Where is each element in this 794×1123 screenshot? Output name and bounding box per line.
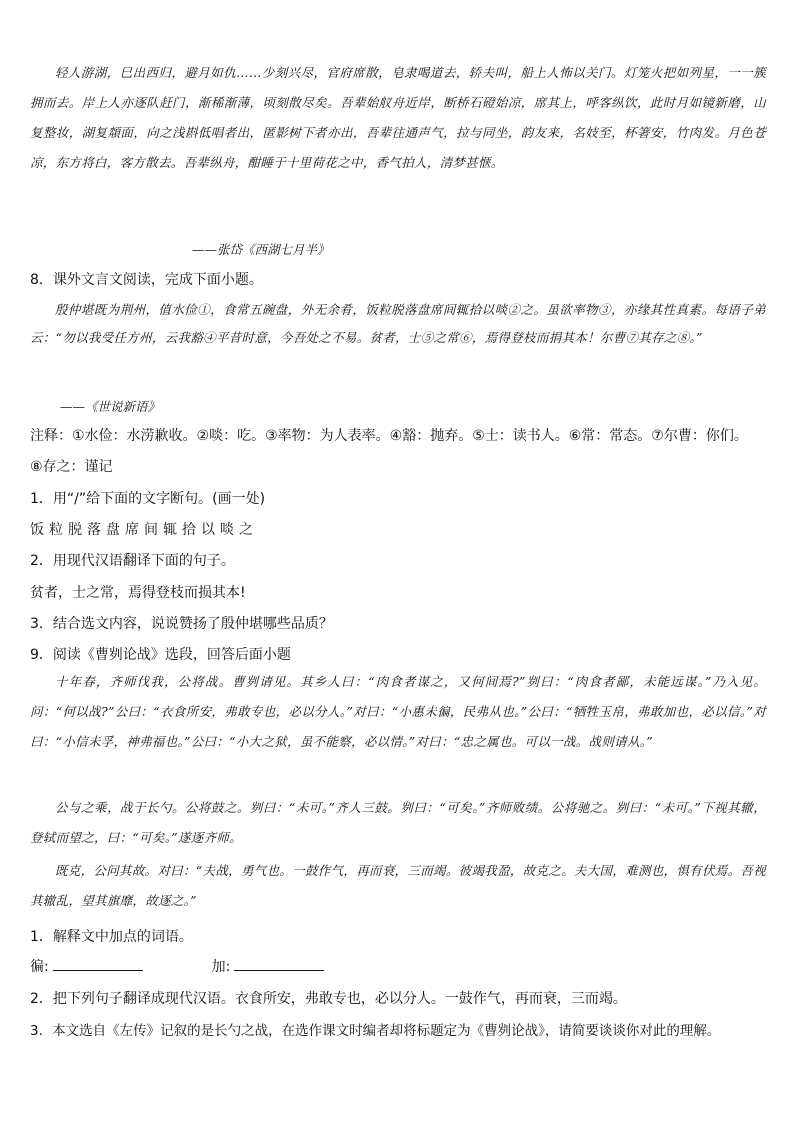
q8-source: ——《世说新语》: [60, 399, 161, 414]
q8-notes-line1: 注释：①水俭：水涝歉收。②啖：吃。③率物：为人表率。④豁：抛弃。⑤士：读书人。⑥常：常态。⑦尔曹：你们。: [30, 428, 748, 444]
blank1-label: 徧:: [30, 959, 49, 975]
q8-heading: 8．课外文言文阅读，完成下面小题。: [30, 272, 263, 288]
q8-sub2: 2．用现代汉语翻译下面的句子。: [30, 553, 235, 569]
q9-paragraph-3: 既克，公问其故。对曰：“夫战，勇气也。一鼓作气，再而衰，三而竭。彼竭我盈，故克之。夫大国，难测也，惧有伏焉。吾视其辙乱，望其旗靡，故逐之。”: [30, 863, 766, 908]
q9-heading: 9．阅读《曹刿论战》选段，回答后面小题: [30, 647, 291, 663]
q9-paragraph-1: 十年春，齐师伐我，公将战。曹刿请见。其乡人曰：“肉食者谋之，又何间焉?”刿曰：“肉食者鄙，未能远谋。”乃入见。问：“何以战?”公曰：“衣食所安，弗敢专也，必以分人。”对曰：“小惠未徧，民弗从也。”公曰：“牺牲玉帛，弗敢加也，必以信。”对曰：“小信未孚，神弗福也。”公曰：“小大之狱，虽不能察，必以情。”对曰：“忠之属也。可以一战。战则请从。”: [30, 674, 766, 749]
q8-passage: 殷仲堪既为荆州，值水俭①，食常五碗盘，外无余肴，饭粒脱落盘席间辄拾以啖②之。虽欲率物③，亦缘其性真素。每语子弟云：“勿以我受任方州，云我豁④平昔时意，今吾处之不易。贫者，士⑤之常⑥，焉得登枝而捐其本！尔曹⑦其存之⑧。”: [30, 302, 766, 345]
q9-sub1: 1．解释文中加点的词语。: [30, 929, 193, 945]
blank2-label: 加:: [211, 959, 231, 975]
q8-sub1: 1．用“/”给下面的文字断句。(画一处): [30, 491, 266, 507]
q8-sub2-text: 贫者，士之常，焉得登枝而损其本!: [30, 585, 246, 601]
q9-paragraph-2: 公与之乘，战于长勺。公将鼓之。刿曰：“未可。”齐人三鼓。刿曰：“可矣。”齐师败绩。公将驰之。刿曰：“未可。”下视其辙，登轼而望之，曰：“可矣。”遂逐齐师。: [30, 800, 766, 845]
q8-sub3: 3．结合选文内容，说说赞扬了殷仲堪哪些品质？: [30, 616, 333, 632]
q9-blank-row: [30, 956, 766, 976]
blank1-line[interactable]: [53, 956, 143, 971]
blank2-line[interactable]: [234, 956, 324, 971]
q8-sub1-text: 饭粒脱落盘席间辄拾以啖之: [30, 522, 258, 538]
xihu-passage: 轻人游湖，巳出西归，避月如仇……少刻兴尽，官府席散，皂隶喝道去，轿夫叫，船上人怖以关门。灯笼火把如列星，一一簇拥而去。岸上人亦逐队赶门，渐稀渐薄，顷刻散尽矣。吾辈始舣舟近岸，断桥石磴始凉，席其上，呼客纵饮，此时月如镜新磨，山复整妆，湖复頮面，向之浅斟低唱者出，匿影树下者亦出，吾辈往通声气，拉与同坐，韵友来，名妓至，杯箸安，竹肉发。月色苍凉，东方将白，客方散去。吾辈纵舟，酣睡于十里荷花之中，香气拍人，清梦甚惬。: [30, 65, 766, 170]
q9-sub2: 2．把下列句子翻译成现代汉语。衣食所安，弗敢专也，必以分人。一鼓作气，再而衰，三而竭。: [30, 991, 627, 1007]
q8-notes-line2: ⑧存之：谨记: [30, 459, 113, 475]
xihu-source: ——张岱《西湖七月半》: [192, 242, 330, 257]
q9-sub3: 3．本文选自《左传》记叙的是长勺之战，在选作课文时编者却将标题定为《曹刿论战》，请简要谈谈你对此的理解。: [30, 1023, 721, 1039]
